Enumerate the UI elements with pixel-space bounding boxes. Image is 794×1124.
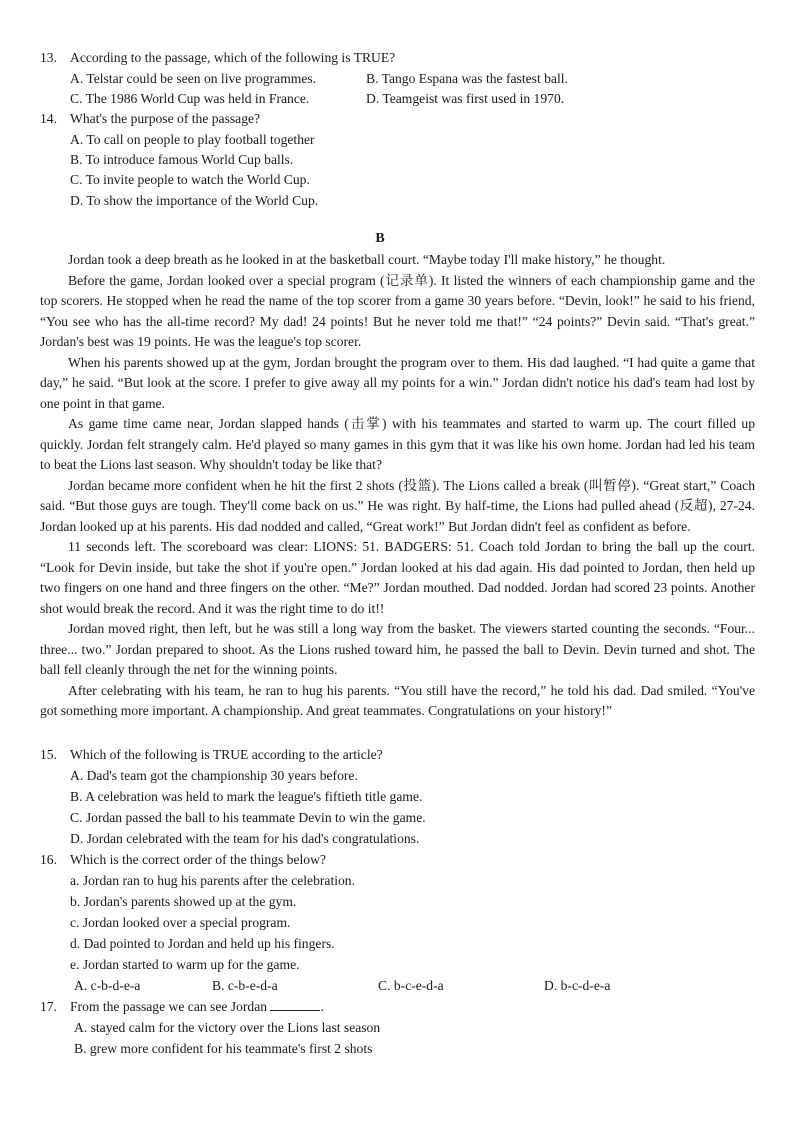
passage-paragraph: Jordan took a deep breath as he looked in at the basketball court. “Maybe today I'll make history,” he thought. xyxy=(68,252,666,267)
q16-item-e: e. Jordan started to warm up for the game. xyxy=(70,957,300,972)
passage-paragraph: After celebrating with his team, he ran to hug his parents. “You still have the record,” he told his dad. Dad smiled. “You've got something more important. A championship. And great teammates. Congratulations on your history!” xyxy=(40,682,755,718)
q13-option-b: B. Tango Espana was the fastest ball. xyxy=(366,71,568,86)
question-number: 16. xyxy=(40,852,57,867)
q13-option-a: A. Telstar could be seen on live programmes. xyxy=(70,71,317,86)
q16-option-b: B. c-b-e-d-a xyxy=(212,978,278,993)
q15-option-b: B. A celebration was held to mark the league's fiftieth title game. xyxy=(70,789,423,804)
q13-option-c: C. The 1986 World Cup was held in France. xyxy=(70,91,310,106)
q16-option-d: D. b-c-d-e-a xyxy=(544,978,611,993)
q16-item-b: b. Jordan's parents showed up at the gym. xyxy=(70,894,297,909)
q13-option-d: D. Teamgeist was first used in 1970. xyxy=(366,91,565,106)
q14-option-c: C. To invite people to watch the World Cup. xyxy=(70,172,310,187)
question-number: 14. xyxy=(40,111,57,126)
question-stem-end: . xyxy=(320,999,324,1014)
q15-option-a: A. Dad's team got the championship 30 years before. xyxy=(70,768,358,783)
question-15 xyxy=(40,745,383,766)
question-17 xyxy=(40,997,324,1018)
q16-option-c: C. b-c-e-d-a xyxy=(378,978,444,993)
passage-paragraph: Before the game, Jordan looked over a special program (记录单). It listed the winners of each championship game and the top scorers. He stopped when he read the name of the top scorer from a game 30 years before. “Devin, look!” he said to his friend, “You see who has the all-time record? My dad! 24 points! But he never told me that!” “24 points?” Devin said. “That's great.” Jordan's best was 19 points. He was the league's top scorer. xyxy=(40,272,755,349)
question-stem: According to the passage, which of the following is TRUE? xyxy=(70,50,396,65)
question-14 xyxy=(40,109,260,130)
q16-option-a: A. c-b-d-e-a xyxy=(74,978,141,993)
section-title: B xyxy=(375,231,385,246)
question-number: 13. xyxy=(40,50,57,65)
question-number: 15. xyxy=(40,747,57,762)
q15-option-d: D. Jordan celebrated with the team for his dad's congratulations. xyxy=(70,831,420,846)
question-stem: What's the purpose of the passage? xyxy=(70,111,261,126)
q14-option-a: A. To call on people to play football together xyxy=(70,132,315,147)
question-13 xyxy=(40,48,395,69)
reading-passage xyxy=(40,250,755,722)
passage-paragraph: When his parents showed up at the gym, Jordan brought the program over to them. His dad laughed. “I had quite a game that day,” he said. “But look at the score. I prefer to give away all my points for a win.” Jordan didn't notice his dad's team had lost by one point in that game. xyxy=(40,354,755,411)
q16-item-d: d. Dad pointed to Jordan and held up his fingers. xyxy=(70,936,335,951)
question-number: 17. xyxy=(40,999,57,1014)
q14-option-b: B. To introduce famous World Cup balls. xyxy=(70,152,294,167)
passage-paragraph: Jordan became more confident when he hit the first 2 shots (投篮). The Lions called a break (叫暂停). “Great start,” Coach said. “But those guys are tough. They'll come back on us.” He was right. By half-time, the Lions had pulled ahead (反超), 27-24. Jordan looked up at his parents. His dad nodded and called, “Great work!” But Jordan didn't feel as confident as before. xyxy=(40,477,755,534)
answer-blank xyxy=(270,997,320,1011)
q16-item-a: a. Jordan ran to hug his parents after the celebration. xyxy=(70,873,355,888)
question-16 xyxy=(40,850,326,871)
question-stem: Which of the following is TRUE according to the article? xyxy=(70,747,383,762)
q14-option-d: D. To show the importance of the World Cup. xyxy=(70,193,319,208)
question-stem: From the passage we can see Jordan xyxy=(70,999,268,1014)
passage-paragraph: 11 seconds left. The scoreboard was clear: LIONS: 51. BADGERS: 51. Coach told Jordan to bring the ball up the court. “Look for Devin inside, but take the shot if you're open.” Jordan looked at his dad again. His dad pointed to Jordan, then held up two fingers on one hand and three fingers on the other. “Me?” Jordan mouthed. Dad nodded. Jordan had scored 23 points. Another shot would break the record. And it was the right time to do it!! xyxy=(40,539,755,616)
q15-option-c: C. Jordan passed the ball to his teammate Devin to win the game. xyxy=(70,810,426,825)
q16-item-c: c. Jordan looked over a special program. xyxy=(70,915,291,930)
q17-option-a: A. stayed calm for the victory over the Lions last season xyxy=(74,1020,381,1035)
passage-paragraph: Jordan moved right, then left, but he was still a long way from the basket. The viewers started counting the seconds. “Four... three... two.” Jordan prepared to shoot. As the Lions rushed toward him, he passed the ball to Devin. Devin turned and shot. The ball fell cleanly through the net for the winning points. xyxy=(40,621,755,677)
question-stem: Which is the correct order of the things below? xyxy=(70,852,326,867)
q17-option-b: B. grew more confident for his teammate's first 2 shots xyxy=(74,1041,373,1056)
passage-paragraph: As game time came near, Jordan slapped hands (击掌) with his teammates and started to warm up. The court filled up quickly. Jordan felt strangely calm. He'd played so many games in this gym that it was like his own home. Jordan had led his team to beat the Lions last season. Why shouldn't today be like that? xyxy=(40,416,755,472)
